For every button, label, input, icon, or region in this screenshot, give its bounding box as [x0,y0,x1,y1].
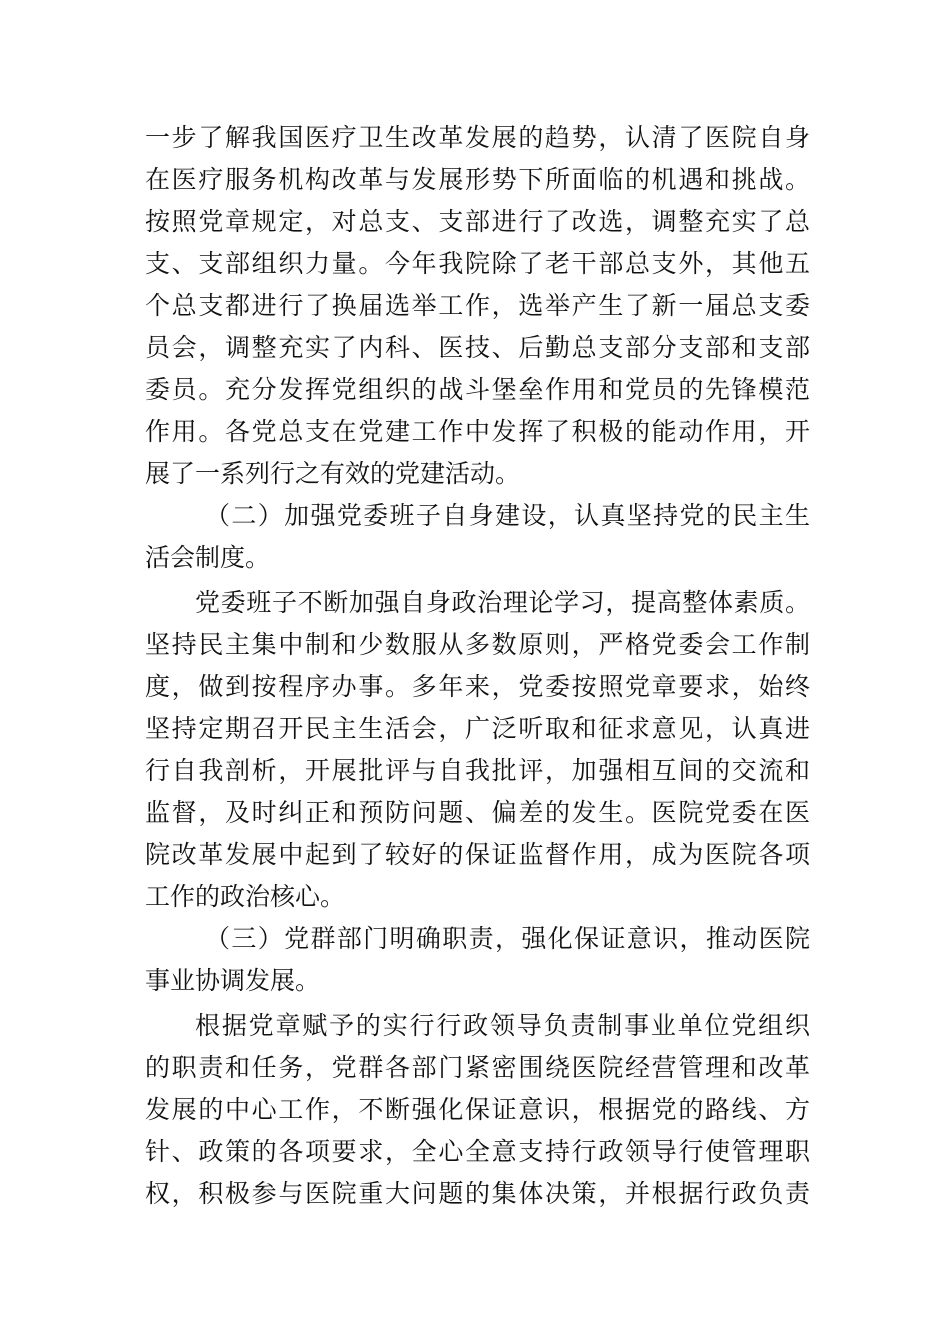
text-line: 发展的中心工作，不断强化保证意识，根据党的路线、方 [145,1095,810,1124]
text-line: 支、支部组织力量。今年我院除了老干部总支外，其他五 [145,249,810,278]
text-line: 行自我剖析，开展批评与自我批评，加强相互间的交流和 [145,756,810,785]
paragraph-first-line: 党委班子不断加强自身政治理论学习，提高整体素质。 [195,588,810,617]
text-line: 监督，及时纠正和预防问题、偏差的发生。医院党委在医 [145,798,810,827]
text-line: 作用。各党总支在党建工作中发挥了积极的能动作用，开 [145,417,810,446]
text-line: 个总支都进行了换届选举工作，选举产生了新一届总支委 [145,291,810,320]
text-line: 在医疗服务机构改革与发展形势下所面临的机遇和挑战。 [145,165,810,194]
paragraph-first-line: 根据党章赋予的实行行政领导负责制事业单位党组织 [195,1011,810,1040]
section-heading-2-continued: 活会制度。 [145,543,271,572]
text-line: 坚持民主集中制和少数服从多数原则，严格党委会工作制 [145,630,810,659]
section-heading-2: （二）加强党委班子自身建设，认真坚持党的民主生 [205,501,810,530]
text-line: 委员。充分发挥党组织的战斗堡垒作用和党员的先锋模范 [145,375,810,404]
text-line: 一步了解我国医疗卫生改革发展的趋势，认清了医院自身 [145,123,810,152]
text-line: 坚持定期召开民主生活会，广泛听取和征求意见，认真进 [145,714,810,743]
text-line: 权，积极参与医院重大问题的集体决策，并根据行政负责 [145,1179,810,1208]
text-line: 工作的政治核心。 [145,882,346,911]
section-heading-3-continued: 事业协调发展。 [145,966,321,995]
text-line: 针、政策的各项要求，全心全意支持行政领导行使管理职 [145,1137,810,1166]
text-line: 员会，调整充实了内科、医技、后勤总支部分支部和支部 [145,333,810,362]
text-line: 院改革发展中起到了较好的保证监督作用，成为医院各项 [145,840,810,869]
text-line: 的职责和任务，党群各部门紧密围绕医院经营管理和改革 [145,1053,810,1082]
text-line: 度，做到按程序办事。多年来，党委按照党章要求，始终 [145,672,810,701]
document-body [145,117,810,1215]
text-line: 展了一系列行之有效的党建活动。 [145,459,521,488]
text-line: 按照党章规定，对总支、支部进行了改选，调整充实了总 [145,207,810,236]
section-heading-3: （三）党群部门明确职责，强化保证意识，推动医院 [205,924,810,953]
